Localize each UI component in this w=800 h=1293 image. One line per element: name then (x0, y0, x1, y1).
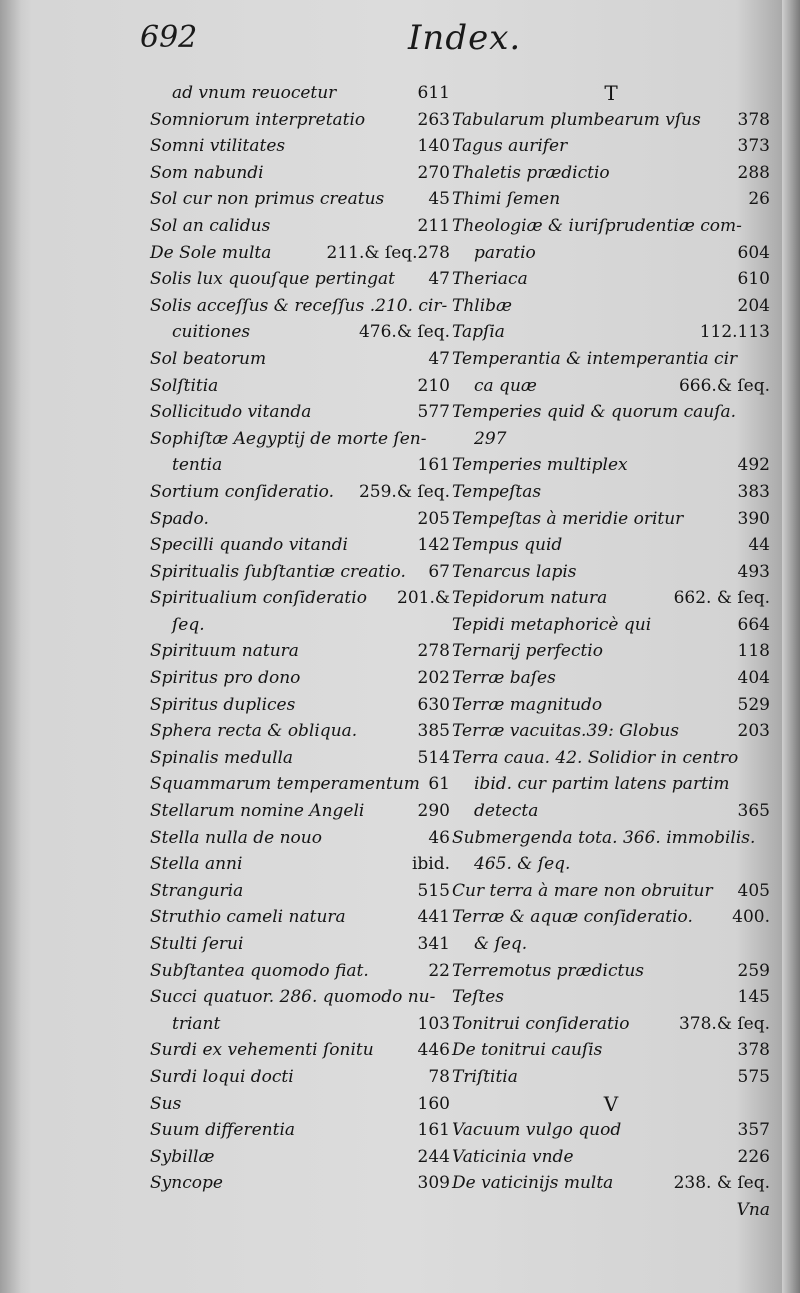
entry-text: Temperies multiplex (452, 455, 628, 476)
index-entry (452, 240, 770, 267)
entry-page-ref: 515 (417, 880, 450, 901)
entry-page-ref: 45 (428, 189, 450, 210)
index-entry (150, 399, 450, 426)
entry-page-ref: 476.& ſeq. (358, 322, 450, 343)
entry-page-ref: 211.& ſeq.278 (326, 242, 450, 263)
entry-page-ref: 575 (737, 1066, 770, 1087)
entry-page-ref: 666.& ſeq. (678, 375, 770, 396)
index-entry (452, 213, 770, 240)
index-entry (452, 160, 770, 187)
index-entry (452, 1170, 770, 1197)
index-entry (150, 612, 450, 639)
index-entry (452, 293, 770, 320)
entry-text: Spirituum natura (150, 641, 299, 662)
index-entry (452, 186, 770, 213)
entry-page-ref: 238. & ſeq. (673, 1173, 770, 1194)
index-entry (150, 373, 450, 400)
entry-text: Sphera recta & obliqua. (150, 721, 358, 742)
entry-text: Sol an calidus (150, 215, 271, 236)
entry-text: ad vnum reuocetur (172, 83, 337, 103)
entry-page-ref: 145 (737, 987, 770, 1008)
entry-text: Terræ & aquæ conſideratio. (452, 907, 693, 928)
entry-text: Succi quatuor. 286. quomodo nu- (150, 987, 436, 1008)
entry-text: Tagus aurifer (452, 136, 568, 157)
entry-page-ref: 112.113 (699, 322, 770, 343)
index-entry (150, 479, 450, 506)
entry-text: T (604, 81, 618, 105)
index-entry (452, 399, 770, 426)
entry-text: Temperies quid & quorum cauſa. (452, 402, 737, 423)
entry-page-ref: 529 (737, 694, 770, 715)
entry-page-ref: 385 (417, 721, 450, 742)
entry-text: Squammarum temperamentum (150, 774, 420, 795)
entry-page-ref: 201.& (397, 588, 450, 609)
entry-page-ref: 270 (417, 162, 450, 183)
entry-page-ref: 373 (737, 136, 770, 157)
entry-page-ref: 47 (428, 348, 450, 369)
index-entry (452, 771, 770, 798)
index-entry (452, 346, 770, 373)
entry-text: triant (172, 1013, 221, 1034)
index-entry (452, 1037, 770, 1064)
entry-page-ref: 404 (737, 668, 770, 689)
entry-page-ref: 22 (428, 960, 450, 981)
index-entry (452, 1064, 770, 1091)
entry-text: Tempus quid (452, 535, 563, 556)
index-entry (150, 771, 450, 798)
index-entry (452, 878, 770, 905)
entry-text: Somniorum interpretatio (150, 109, 366, 130)
entry-text: Terremotus prædictus (452, 960, 644, 981)
entry-text: Tapſia (452, 322, 505, 343)
entry-page-ref: 610 (737, 269, 770, 290)
index-entry (452, 506, 770, 533)
entry-text: 465. & ſeq. (474, 854, 571, 875)
index-entry (150, 293, 450, 320)
entry-text: Terra caua. 42. Solidior in centro (452, 747, 739, 768)
entry-text: Terræ magnitudo (452, 694, 603, 715)
index-entry (150, 665, 450, 692)
index-entry (452, 266, 770, 293)
entry-page-ref: 142 (417, 535, 450, 556)
entry-text: Thaletis prædictio (452, 162, 610, 183)
entry-page-ref: 604 (737, 242, 770, 263)
entry-text: Sus (150, 1093, 182, 1114)
index-entry (452, 532, 770, 559)
index-entry (452, 1117, 770, 1144)
index-entry (150, 532, 450, 559)
entry-page-ref: 46 (428, 827, 450, 848)
entry-text: Stranguria (150, 880, 244, 901)
index-entry (150, 984, 450, 1011)
entry-page-ref: 441 (417, 907, 450, 928)
entry-page-ref: 118 (737, 641, 770, 662)
index-entry (452, 638, 770, 665)
entry-text: Specilli quando vitandi (150, 535, 348, 556)
index-entry (452, 984, 770, 1011)
index-entry (150, 240, 450, 267)
index-entry (452, 718, 770, 745)
entry-text: detecta (474, 801, 539, 822)
index-entry (150, 266, 450, 293)
index-entry (150, 107, 450, 134)
entry-page-ref: 378 (737, 109, 770, 130)
entry-page-ref: 405 (737, 880, 770, 901)
index-entry (150, 1011, 450, 1038)
entry-text: Stella anni (150, 854, 243, 875)
entry-page-ref: 664 (737, 614, 770, 635)
index-entry (452, 692, 770, 719)
entry-text: Temperantia & intemperantia cir (452, 348, 738, 369)
index-entry (452, 958, 770, 985)
entry-text: Ternarij perfectio (452, 641, 603, 662)
index-entry (150, 186, 450, 213)
entry-text: Solis acceſſus & receſſus .210. cir- (150, 295, 448, 316)
index-entry (452, 612, 770, 639)
index-entry (150, 1037, 450, 1064)
entry-text: Syncope (150, 1173, 223, 1194)
index-entry (452, 904, 770, 931)
entry-text: Terræ baſes (452, 668, 556, 689)
entry-text: Theriaca (452, 269, 528, 290)
index-entry (150, 133, 450, 160)
index-entry (452, 426, 770, 453)
index-entry (150, 1144, 450, 1171)
index-entry (452, 745, 770, 772)
entry-page-ref: 67 (428, 561, 450, 582)
entry-page-ref: 378.& ſeq. (678, 1013, 770, 1034)
index-entry (452, 585, 770, 612)
entry-page-ref: 211 (417, 215, 450, 236)
entry-page-ref: 493 (737, 561, 770, 582)
entry-text: & ſeq. (474, 934, 528, 954)
index-entry (452, 319, 770, 346)
entry-page-ref: 611 (417, 83, 450, 103)
index-entry (452, 373, 770, 400)
entry-page-ref: 400. (732, 907, 770, 928)
entry-text: Solſtitia (150, 375, 219, 396)
index-entry (150, 745, 450, 772)
page-number: 692 (140, 20, 198, 55)
index-entry (150, 638, 450, 665)
entry-page-ref: 278 (417, 641, 450, 662)
entry-text: Sol beatorum (150, 348, 267, 369)
entry-text: Som nabundi (150, 162, 264, 183)
entry-text: Sortium conſideratio. (150, 481, 334, 502)
section-letter (452, 80, 770, 107)
index-entry (150, 904, 450, 931)
index-entry (452, 798, 770, 825)
index-entry (452, 479, 770, 506)
index-entry (452, 452, 770, 479)
entry-page-ref: 263 (417, 109, 450, 130)
index-entry (452, 133, 770, 160)
entry-page-ref: 203 (737, 721, 770, 742)
entry-text: De Sole multa (150, 242, 272, 263)
entry-text: Somni vtilitates (150, 136, 286, 157)
entry-page-ref: 244 (417, 1146, 450, 1167)
index-entry (452, 1011, 770, 1038)
index-entry (150, 851, 450, 878)
entry-text: Tenarcus lapis (452, 561, 577, 582)
entry-text: Vna (736, 1199, 770, 1220)
entry-text: Stellarum nomine Angeli (150, 801, 365, 822)
section-letter (452, 1091, 770, 1118)
entry-text: Sol cur non primus creatus (150, 189, 385, 210)
entry-text: Tepidi metaphoricè qui (452, 614, 652, 635)
entry-text: Spado. (150, 508, 209, 529)
entry-text: De tonitrui cauſis (452, 1040, 603, 1061)
entry-text: ibid. cur partim latens partim (474, 774, 730, 795)
index-left-column (150, 80, 450, 1197)
entry-page-ref: 160 (417, 1093, 450, 1114)
entry-text: tentia (172, 455, 223, 476)
entry-text: 297 (474, 428, 507, 449)
entry-page-ref: 662. & ſeq. (673, 588, 770, 609)
index-entry (150, 878, 450, 905)
entry-text: De vaticinijs multa (452, 1173, 614, 1194)
entry-text: Teſtes (452, 987, 504, 1008)
index-entry (150, 718, 450, 745)
entry-page-ref: 341 (417, 934, 450, 954)
entry-text: Sophiſtæ Aegyptij de morte ſen- (150, 428, 427, 449)
entry-text: Sollicitudo vitanda (150, 402, 312, 423)
entry-text: V (603, 1091, 619, 1116)
index-entry (150, 506, 450, 533)
index-entry (150, 452, 450, 479)
index-entry (150, 160, 450, 187)
entry-text: ſeq. (172, 614, 205, 635)
index-entry (150, 1117, 450, 1144)
entry-text: Spiritualis ſubſtantiæ creatio. (150, 561, 406, 582)
entry-text: Tempeſtas à meridie oritur (452, 508, 684, 529)
entry-text: Thimi ſemen (452, 189, 561, 210)
entry-text: Tonitrui conſideratio (452, 1013, 630, 1034)
index-entry (452, 1144, 770, 1171)
index-entry (150, 346, 450, 373)
index-entry (150, 426, 450, 453)
entry-text: Thlibæ (452, 295, 513, 316)
entry-page-ref: 309 (417, 1173, 450, 1194)
index-entry (452, 107, 770, 134)
index-entry (150, 798, 450, 825)
entry-text: Sybillæ (150, 1146, 215, 1167)
entry-text: paratio (474, 242, 536, 263)
entry-text: Surdi ex vehementi ſonitu (150, 1040, 374, 1061)
page-title: Index. (408, 18, 522, 58)
page-edge (782, 0, 800, 1293)
entry-text: Triſtitia (452, 1066, 518, 1087)
entry-page-ref: 47 (428, 269, 450, 290)
index-entry (150, 319, 450, 346)
index-entry (150, 1091, 450, 1118)
index-right-column (452, 80, 770, 1224)
index-entry (452, 559, 770, 586)
entry-page-ref: 514 (417, 747, 450, 768)
entry-text: Spiritus duplices (150, 694, 296, 715)
entry-text: Spinalis medulla (150, 747, 294, 768)
page-gutter (0, 0, 22, 1293)
entry-page-ref: 103 (417, 1013, 450, 1034)
entry-page-ref: 161 (417, 1120, 450, 1141)
entry-page-ref: 365 (737, 801, 770, 822)
entry-page-ref: 61 (428, 774, 450, 795)
entry-page-ref: 390 (737, 508, 770, 529)
entry-text: Struthio cameli natura (150, 907, 346, 928)
index-entry (150, 559, 450, 586)
entry-page-ref: 446 (417, 1040, 450, 1061)
index-entry (150, 585, 450, 612)
entry-text: Spiritus pro dono (150, 668, 301, 689)
index-entry (150, 958, 450, 985)
entry-page-ref: 259.& ſeq. (358, 481, 450, 502)
entry-page-ref: 161 (417, 455, 450, 476)
entry-text: Stulti ſerui (150, 934, 244, 954)
entry-page-ref: 290 (417, 801, 450, 822)
entry-page-ref: 288 (737, 162, 770, 183)
entry-page-ref: 210 (417, 375, 450, 396)
entry-page-ref: 140 (417, 136, 450, 157)
entry-text: Solis lux quouſque pertingat (150, 269, 395, 290)
entry-text: Tepidorum natura (452, 588, 608, 609)
entry-text: Tabularum plumbearum vſus (452, 109, 701, 130)
entry-page-ref: 204 (737, 295, 770, 316)
entry-text: ca quæ (474, 375, 537, 396)
entry-text: Vaticinia vnde (452, 1146, 574, 1167)
entry-page-ref: 383 (737, 481, 770, 502)
entry-page-ref: ibid. (411, 854, 450, 875)
index-entry (150, 825, 450, 852)
index-entry (452, 931, 770, 958)
index-entry (452, 665, 770, 692)
entry-text: Theologiæ & iuriſprudentiæ com- (452, 215, 742, 236)
entry-text: Vacuum vulgo quod (452, 1120, 622, 1141)
index-entry (452, 825, 770, 852)
catchword (452, 1197, 770, 1224)
index-entry (150, 80, 450, 107)
entry-text: cuitiones (172, 322, 251, 343)
entry-text: Stella nulla de nouo (150, 827, 322, 848)
entry-page-ref: 202 (417, 668, 450, 689)
entry-page-ref: 44 (748, 535, 770, 556)
index-entry (150, 1064, 450, 1091)
index-entry (452, 851, 770, 878)
entry-text: Submergenda tota. 366. immobilis. (452, 827, 756, 848)
entry-page-ref: 78 (428, 1066, 450, 1087)
entry-page-ref: 378 (737, 1040, 770, 1061)
index-entry (150, 1170, 450, 1197)
entry-page-ref: 226 (737, 1146, 770, 1167)
entry-text: Suum differentia (150, 1120, 296, 1141)
entry-text: Surdi loqui docti (150, 1066, 294, 1087)
entry-text: Tempeſtas (452, 481, 542, 502)
entry-page-ref: 577 (417, 402, 450, 423)
index-entry (150, 931, 450, 958)
entry-page-ref: 492 (737, 455, 770, 476)
entry-text: Terræ vacuitas.39: Globus (452, 721, 680, 742)
index-entry (150, 213, 450, 240)
entry-text: Cur terra à mare non obruitur (452, 880, 713, 901)
index-entry (150, 692, 450, 719)
entry-page-ref: 205 (417, 508, 450, 529)
entry-page-ref: 630 (417, 694, 450, 715)
entry-text: Subſtantea quomodo fiat. (150, 960, 369, 981)
entry-text: Spiritualium conſideratio (150, 588, 367, 609)
entry-page-ref: 26 (748, 189, 770, 210)
entry-page-ref: 357 (737, 1120, 770, 1141)
entry-page-ref: 259 (737, 960, 770, 981)
